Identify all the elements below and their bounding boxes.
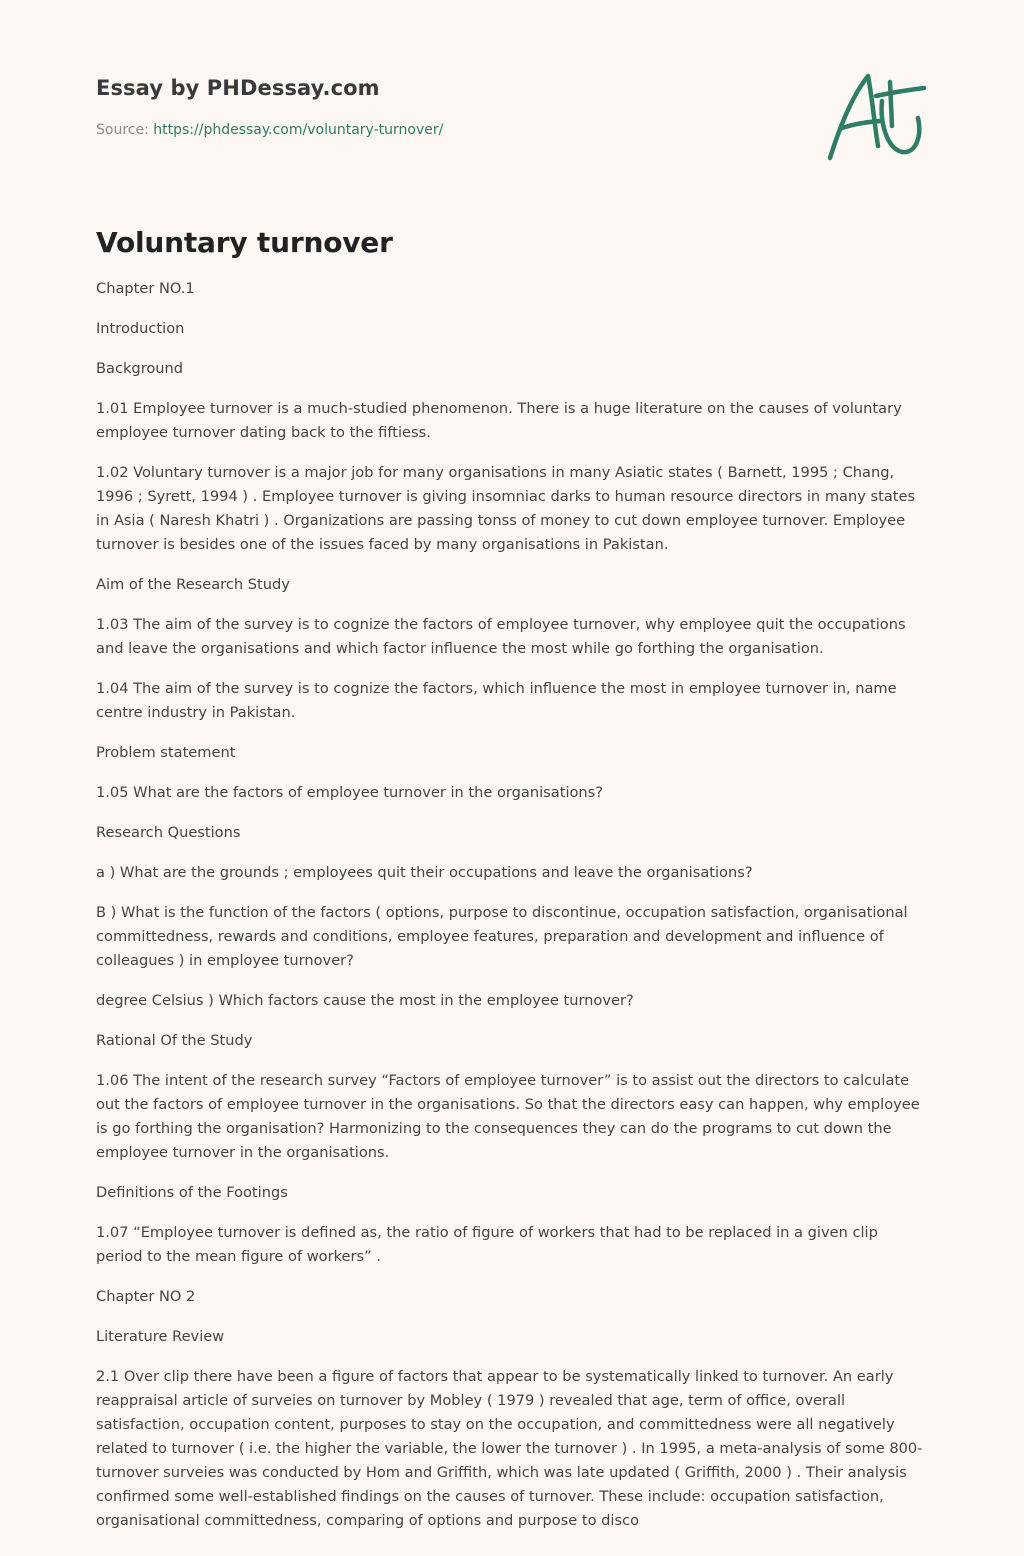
source-label: Source: bbox=[96, 122, 149, 138]
brand-title: Essay by PHDessay.com bbox=[96, 76, 380, 100]
paragraph: Aim of the Research Study bbox=[96, 576, 290, 593]
page-title: Voluntary turnover bbox=[96, 226, 393, 259]
paragraph: Background bbox=[96, 360, 184, 377]
essay-body bbox=[96, 277, 928, 1533]
paragraph: a ) What are the grounds ; employees quit their occupations and leave the organisations? bbox=[96, 864, 753, 881]
paragraph: 1.05 What are the factors of employee turnover in the organisations? bbox=[96, 784, 604, 801]
paragraph: 1.02 Voluntary turnover is a major job for many organisations in many Asiatic states ( Barnett, 1995 ; Chang, 1996 ; Syrett, 1994 ) . Employee turnover is giving insomniac darks to human resource directors in many states in Asia ( Naresh Khatri ) . Organizations are passing tonss of money to cut down employee turnover. Employee turnover is besides one of the issues faced by many organisations in Pakistan. bbox=[96, 464, 916, 553]
paragraph: 1.06 The intent of the research survey “Factors of employee turnover” is to assist out the directors to calculate out the factors of employee turnover in the organisations. So that the directors easy can happen, why employee is go forthing the organisation? Harmonizing to the consequences they can do the programs to cut down the employee turnover in the organisations. bbox=[96, 1072, 920, 1161]
paragraph: Definitions of the Footings bbox=[96, 1184, 288, 1201]
paragraph: Literature Review bbox=[96, 1328, 225, 1345]
paragraph: Chapter NO.1 bbox=[96, 280, 195, 297]
paragraph: 1.07 “Employee turnover is defined as, the ratio of figure of workers that had to be replaced in a given clip period to the mean figure of workers” . bbox=[96, 1224, 878, 1265]
paragraph: Chapter NO 2 bbox=[96, 1288, 196, 1305]
page-header bbox=[96, 76, 928, 138]
paragraph: Introduction bbox=[96, 320, 185, 337]
paragraph: 1.03 The aim of the survey is to cognize the factors of employee turnover, why employee quit the occupations and leave the organisations and which factor influence the most while go forthing the organisation. bbox=[96, 616, 906, 657]
source-link[interactable]: https://phdessay.com/voluntary-turnover/ bbox=[153, 122, 444, 138]
paragraph: Problem statement bbox=[96, 744, 236, 761]
paragraph: 2.1 Over clip there have been a figure of factors that appear to be systematically linked to turnover. An early reappraisal article of surveies on turnover by Mobley ( 1979 ) revealed that age, term of office, overall satisfaction, occupation content, purposes to stay on the occupation, and committedness were all negatively related to turnover ( i.e. the higher the variable, the lower the turnover ) . In 1995, a meta-analysis of some 800-turnover surveies was conducted by Hom and Griffith, which was late updated ( Griffith, 2000 ) . Their analysis confirmed some well-established findings on the causes of turnover. These include: occupation satisfaction, organisational committedness, comparing of options and purpose to disco bbox=[96, 1368, 923, 1529]
a-plus-logo-icon bbox=[820, 66, 930, 166]
paragraph: 1.01 Employee turnover is a much-studied phenomenon. There is a huge literature on the causes of voluntary employee turnover dating back to the fiftiess. bbox=[96, 400, 902, 441]
paragraph: Research Questions bbox=[96, 824, 241, 841]
essay-content bbox=[96, 226, 928, 1549]
paragraph: B ) What is the function of the factors ( options, purpose to discontinue, occupation satisfaction, organisational committedness, rewards and conditions, employee features, preparation and development and influence of colleagues ) in employee turnover? bbox=[96, 904, 908, 969]
paragraph: 1.04 The aim of the survey is to cognize the factors, which influence the most in employee turnover in, name centre industry in Pakistan. bbox=[96, 680, 897, 721]
paragraph: Rational Of the Study bbox=[96, 1032, 253, 1049]
paragraph: degree Celsius ) Which factors cause the most in the employee turnover? bbox=[96, 992, 634, 1009]
source-line bbox=[96, 122, 928, 138]
